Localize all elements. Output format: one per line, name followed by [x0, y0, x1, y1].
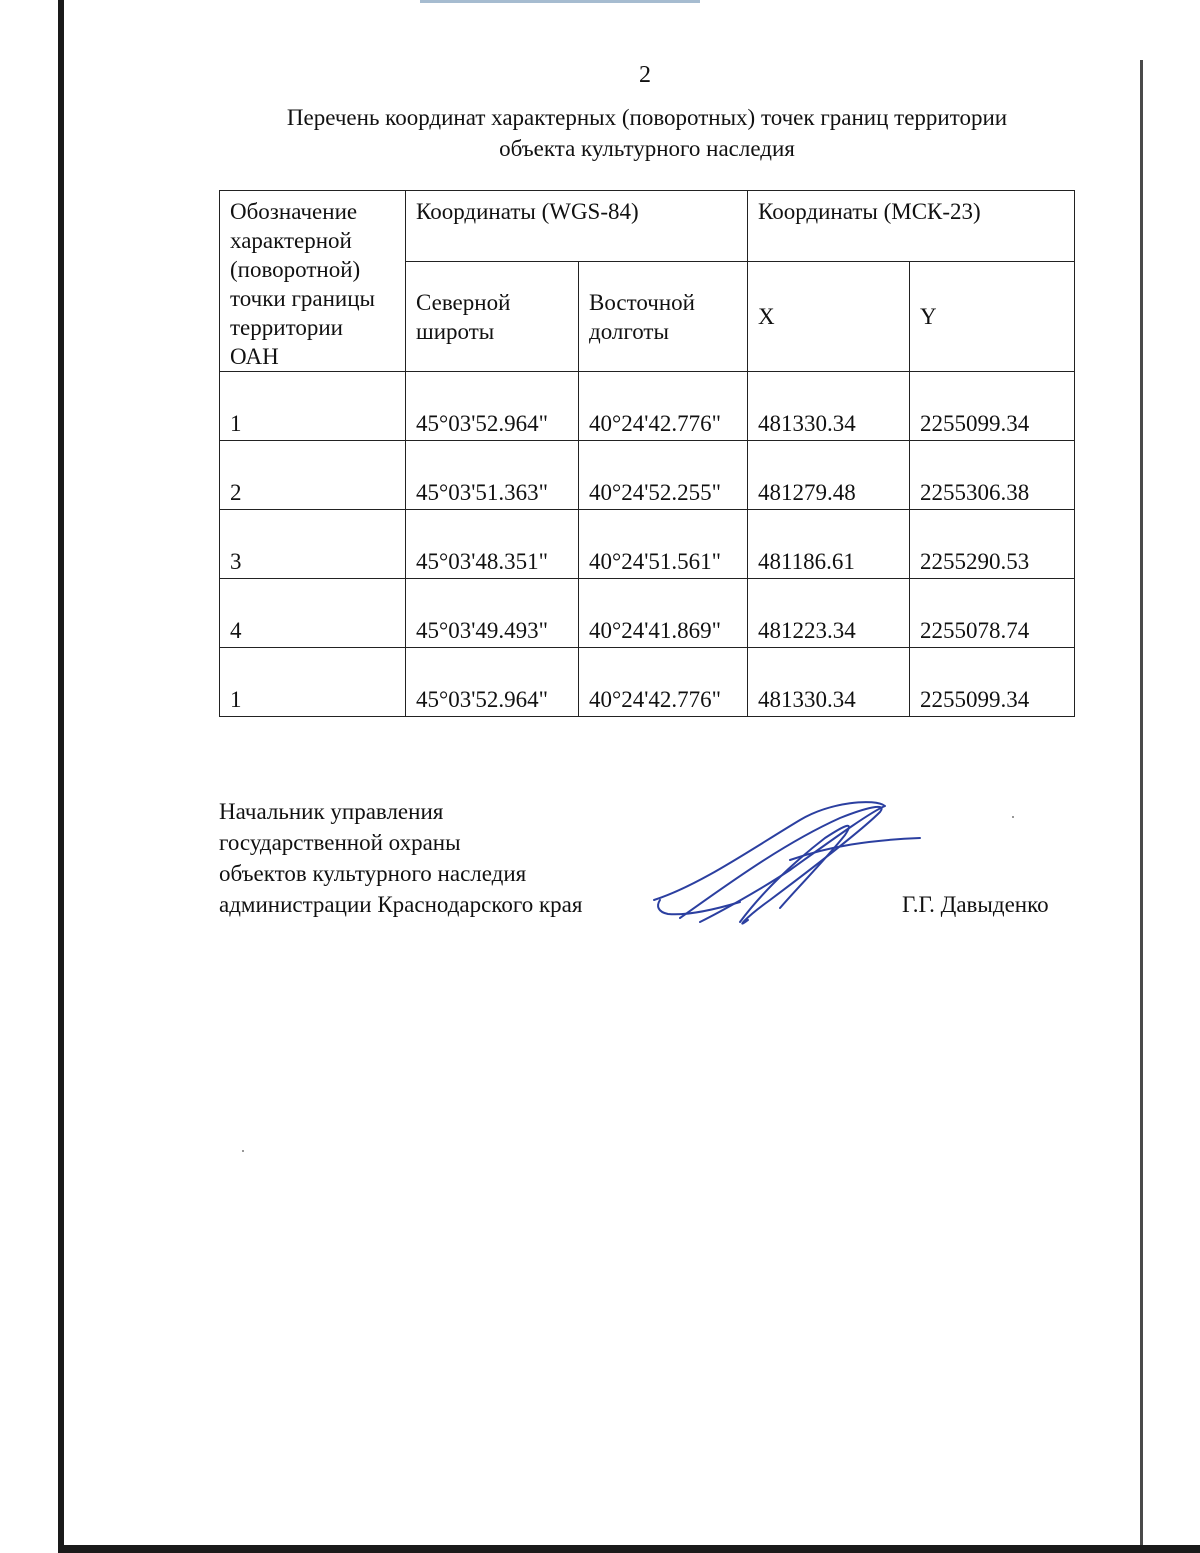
cell-y: 2255306.38 [910, 441, 1075, 510]
cell-y: 2255078.74 [910, 579, 1075, 648]
position-line: администрации Краснодарского края [219, 892, 583, 917]
cell-longitude: 40°24'42.776" [579, 372, 748, 441]
table-row [220, 372, 1075, 441]
cell-point: 1 [220, 648, 406, 717]
scan-speck [1012, 816, 1014, 818]
scan-left-border [58, 0, 64, 1553]
table-row [220, 441, 1075, 510]
table-row [220, 648, 1075, 717]
cell-x: 481279.48 [748, 441, 910, 510]
cell-longitude: 40°24'52.255" [579, 441, 748, 510]
cell-x: 481186.61 [748, 510, 910, 579]
signatory-position [219, 796, 582, 920]
header-wgs84: Координаты (WGS-84) [406, 191, 748, 262]
header-point-designation: Обозначение характерной (поворотной) точки границы территории ОАН [220, 191, 406, 372]
cell-latitude: 45°03'48.351" [406, 510, 579, 579]
cell-point: 1 [220, 372, 406, 441]
cell-y: 2255290.53 [910, 510, 1075, 579]
cell-point: 2 [220, 441, 406, 510]
cell-point: 4 [220, 579, 406, 648]
header-east-longitude: Восточной долготы [579, 262, 748, 372]
position-line: объектов культурного наследия [219, 861, 527, 886]
position-line: государственной охраны [219, 830, 461, 855]
cell-point: 3 [220, 510, 406, 579]
coordinates-table [219, 190, 1075, 717]
scan-bottom-border [58, 1545, 1200, 1553]
table-header-row-1 [220, 191, 1075, 262]
signature-stroke [654, 802, 885, 922]
header-north-latitude: Северной широты [406, 262, 579, 372]
cell-x: 481223.34 [748, 579, 910, 648]
title-line-2: объекта культурного наследия [499, 136, 795, 161]
header-msk23: Координаты (МСК-23) [748, 191, 1075, 262]
cell-y: 2255099.34 [910, 648, 1075, 717]
position-line: Начальник управления [219, 799, 444, 824]
signatory-name: Г.Г. Давыденко [902, 892, 1049, 917]
cell-longitude: 40°24'41.869" [579, 579, 748, 648]
scan-speck [242, 1150, 244, 1152]
cell-y: 2255099.34 [910, 372, 1075, 441]
scan-top-mark [420, 0, 700, 3]
cell-longitude: 40°24'42.776" [579, 648, 748, 717]
cell-x: 481330.34 [748, 648, 910, 717]
header-x: X [748, 262, 910, 372]
cell-latitude: 45°03'49.493" [406, 579, 579, 648]
cell-latitude: 45°03'51.363" [406, 441, 579, 510]
title-line-1: Перечень координат характерных (поворотных) точек границ территории [286, 105, 1008, 130]
page-number: 2 [639, 62, 651, 88]
table-row [220, 579, 1075, 648]
document-title [220, 102, 1074, 164]
cell-x: 481330.34 [748, 372, 910, 441]
handwritten-signature [640, 790, 940, 940]
header-y: Y [910, 262, 1075, 372]
cell-latitude: 45°03'52.964" [406, 372, 579, 441]
cell-longitude: 40°24'51.561" [579, 510, 748, 579]
table-row [220, 510, 1075, 579]
cell-latitude: 45°03'52.964" [406, 648, 579, 717]
scan-right-border [1140, 60, 1143, 1553]
